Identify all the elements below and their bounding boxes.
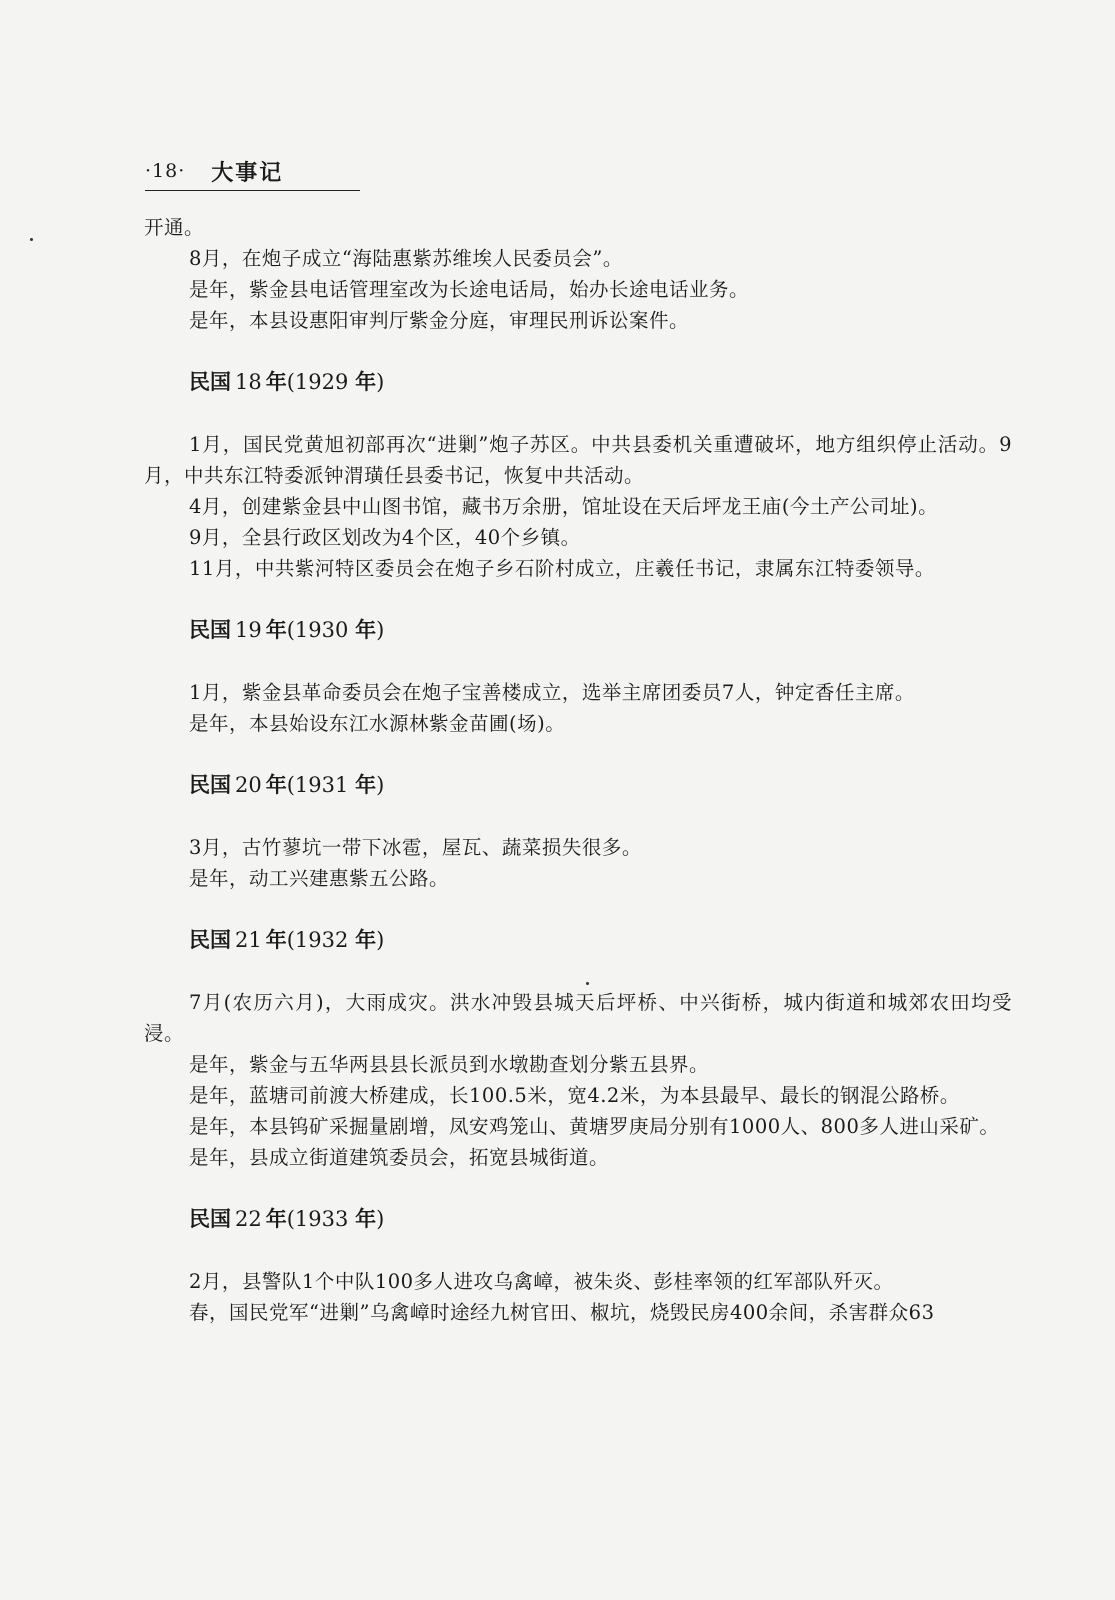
entry: 是年，动工兴建惠紫五公路。	[189, 867, 450, 890]
entry: 是年，紫金与五华两县县长派员到水墩勘查划分紫五县界。	[189, 1053, 710, 1076]
entry: 1月，紫金县革命委员会在炮子宝善楼成立，选举主席团委员7人，钟定香任主席。	[189, 681, 915, 704]
entry: 8月，在炮子成立“海陆惠紫苏维埃人民委员会”。	[189, 247, 623, 270]
scan-speck	[30, 238, 33, 241]
continuation-text: 开通。	[144, 216, 205, 239]
entry: 11月，中共紫河特区委员会在炮子乡石阶村成立，庄羲任书记，隶属东江特委领导。	[189, 557, 935, 580]
page-number: ·18·	[145, 160, 186, 182]
entry: 是年，蓝塘司前渡大桥建成，长100.5米，宽4.2米，为本县最早、最长的钢混公路桥。	[189, 1084, 960, 1107]
entry: 是年，紫金县电话管理室改为长途电话局，始办长途电话业务。	[189, 278, 750, 301]
entry: 是年，本县钨矿采掘量剧增，凤安鸡笼山、黄塘罗庚局分别有1000人、800多人进山采矿。	[189, 1115, 1000, 1138]
section-heading-1932: 民国 21 年(1932 年)	[189, 928, 385, 952]
entry: 是年，本县始设东江水源林紫金苗圃(场)。	[189, 712, 566, 735]
entry: 7月(农历六月)，大雨成灾。洪水冲毁县城天后坪桥、中兴街桥，城内街道和城郊农田均受浸。	[144, 991, 1012, 1045]
section-heading-1930: 民国 19 年(1930 年)	[189, 618, 385, 642]
scan-speck	[586, 982, 589, 985]
entry: 1月，国民党黄旭初部再次“进剿”炮子苏区。中共县委机关重遭破坏，地方组织停止活动。9月，中共东江特委派钟渭璜任县委书记，恢复中共活动。	[144, 433, 1012, 487]
page-header	[145, 152, 360, 191]
section-heading-1929: 民国 18 年(1929 年)	[189, 370, 385, 394]
section-heading-1933: 民国 22 年(1933 年)	[189, 1207, 385, 1231]
entry: 是年，县成立街道建筑委员会，拓宽县城街道。	[189, 1146, 610, 1169]
entry: 9月，全县行政区划改为4个区，40个乡镇。	[189, 526, 581, 549]
page-body	[144, 212, 1012, 1328]
entry: 春，国民党军“进剿”乌禽嶂时途经九树官田、椒坑，烧毁民房400余间，杀害群众63	[189, 1301, 935, 1324]
entry: 3月，古竹蓼坑一带下冰雹，屋瓦、蔬菜损失很多。	[189, 836, 642, 859]
entry: 4月，创建紫金县中山图书馆，藏书万余册，馆址设在天后坪龙王庙(今土产公司址)。	[189, 495, 939, 518]
entry: 2月，县警队1个中队100多人进攻乌禽嶂，被朱炎、彭桂率领的红军部队歼灭。	[189, 1270, 894, 1293]
entry: 是年，本县设惠阳审判厅紫金分庭，审理民刑诉讼案件。	[189, 309, 690, 332]
running-title: 大事记	[211, 160, 284, 186]
section-heading-1931: 民国 20 年(1931 年)	[189, 773, 385, 797]
